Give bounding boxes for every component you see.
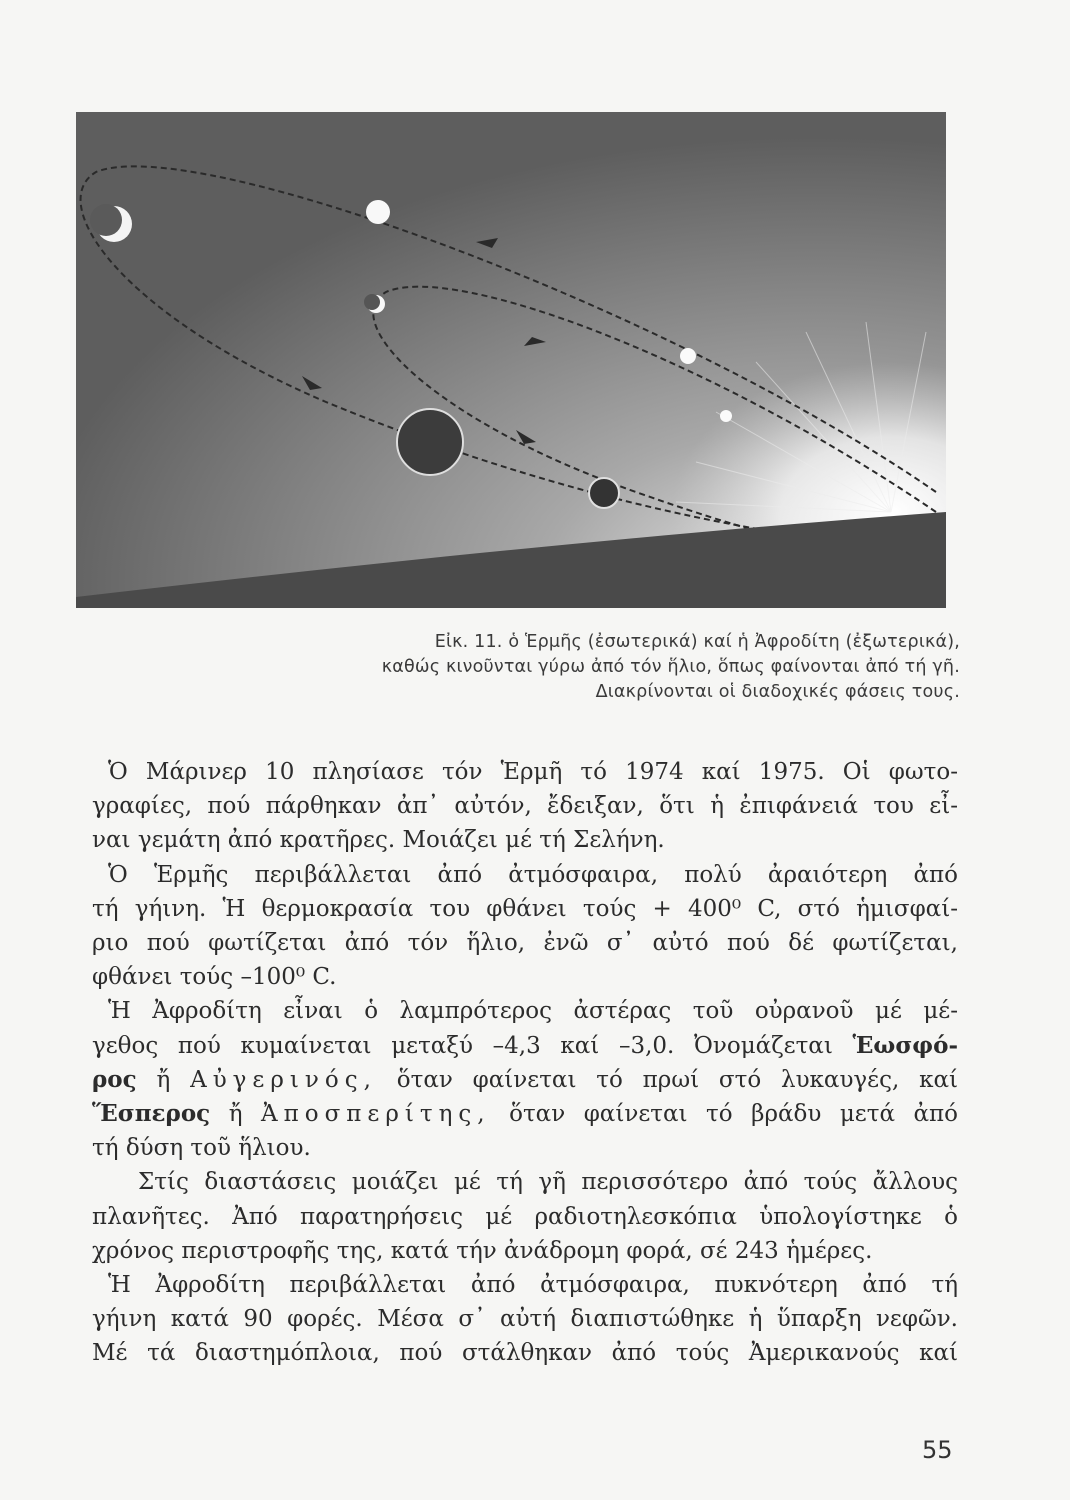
text-line: Ὁ Ἑρμῆς περιβάλλεται ἀπό ἀτμόσφαιρα, πολύ ἀραιότερη ἀπό bbox=[108, 861, 958, 888]
venus-phase-3 bbox=[397, 409, 463, 475]
text-line: χρόνος περιστροφῆς της, κατά τήν ἀνάδρομη φορά, σέ 243 ἡμέρες. bbox=[92, 1237, 873, 1264]
text-line: ριο πού φωτίζεται ἀπό τόν ἥλιο, ἐνῶ σ᾽ αὐτό πού δέ φωτίζεται, bbox=[92, 930, 958, 957]
text-line: πλανῆτες. Ἀπό παρατηρήσεις μέ ραδιοτηλεσκόπια ὑπολογίστηκε ὁ bbox=[92, 1203, 958, 1230]
paragraph-venus-atmosphere bbox=[92, 1268, 958, 1371]
text-line: ναι γεμάτη ἀπό κρατῆρες. Μοιάζει μέ τή Σελήνη. bbox=[92, 827, 665, 854]
text-line: Μέ τά διαστημόπλοια, πού στάλθηκαν ἀπό τούς Ἀμερικανούς καί bbox=[92, 1340, 958, 1367]
text-line: γήινη κατά 90 φορές. Μέσα σ᾽ αὐτή διαπιστώθηκε ἡ ὕπαρξη νεφῶν. bbox=[92, 1306, 958, 1333]
figure-caption bbox=[330, 630, 960, 705]
mercury-phase-2 bbox=[680, 348, 696, 364]
text-line bbox=[92, 1063, 958, 1097]
text-segment: ἤ bbox=[228, 1101, 243, 1128]
caption-line: Διακρίνονται οἱ διαδοχικές φάσεις τους. bbox=[595, 682, 960, 702]
text-line: Ἡ Ἀφροδίτη εἶναι ὁ λαμπρότερος ἀστέρας τοῦ οὐρανοῦ μέ μέ- bbox=[108, 998, 958, 1025]
paragraph-venus-size bbox=[92, 1165, 958, 1268]
text-line: φθάνει τούς –100⁰ C. bbox=[92, 964, 337, 991]
paragraph-venus-brightness bbox=[92, 994, 958, 1165]
text-line: Ὁ Μάρινερ 10 πλησίασε τόν Ἑρμῆ τό 1974 καί 1975. Οἱ φωτο- bbox=[108, 759, 958, 785]
text-line: Ἡ Ἀφροδίτη περιβάλλεται ἀπό ἀτμόσφαιρα, πυκνότερη ἀπό τή bbox=[108, 1272, 958, 1299]
caption-line: Εἰκ. 11. ὁ Ἑρμῆς (ἐσωτερικά) καί ἡ Ἀφροδίτη (ἐξωτερικά), bbox=[434, 632, 960, 652]
page-number: 55 bbox=[922, 1436, 953, 1464]
article-body bbox=[92, 755, 958, 1371]
mercury-phase-4 bbox=[589, 478, 619, 508]
term-eosphoros: Ἑωσφό- bbox=[852, 1031, 958, 1059]
mercury-phase-3 bbox=[720, 410, 732, 422]
text-line: Στίς διαστάσεις μοιάζει μέ τή γῆ περισσότερο ἀπό τούς ἄλλους bbox=[138, 1169, 958, 1196]
text-segment: ὅταν φαίνεται τό πρωί στό λυκαυγές, καί bbox=[396, 1066, 959, 1093]
text-line: γραφίες, πού πάρθηκαν ἀπ᾽ αὐτόν, ἔδειξαν, ὅτι ἡ ἐπιφάνειά του εἶ- bbox=[92, 793, 958, 820]
text-segment: ὅταν φαίνεται τό βράδυ μετά ἀπό bbox=[509, 1101, 958, 1128]
paragraph-mariner bbox=[92, 755, 958, 858]
paragraph-mercury-atmosphere bbox=[92, 858, 958, 995]
text-line bbox=[92, 1097, 958, 1131]
term-esperos: Ἕσπερος bbox=[92, 1100, 211, 1128]
caption-line: καθώς κινοῦνται γύρω ἀπό τόν ἥλιο, ὅπως φαίνονται ἀπό τή γῆ. bbox=[381, 657, 960, 677]
mercury-phase-1-shadow bbox=[364, 294, 380, 310]
term-avgerinos: Αὐγερινός, bbox=[190, 1066, 377, 1093]
text-line bbox=[92, 1029, 958, 1063]
orbit-diagram bbox=[76, 112, 946, 608]
term-apospéritis: Ἀποσπερίτης, bbox=[261, 1101, 491, 1128]
text-segment: ἤ bbox=[156, 1066, 171, 1093]
venus-phase-1-shadow bbox=[90, 204, 122, 236]
text-line: τή δύση τοῦ ἥλιου. bbox=[92, 1135, 311, 1162]
text-segment: γεθος πού κυμαίνεται μεταξύ –4,3 καί –3,0. Ὀνομάζεται bbox=[92, 1032, 833, 1059]
orbit-illustration bbox=[76, 112, 946, 608]
venus-phase-2 bbox=[366, 200, 390, 224]
text-line: τή γήινη. Ἡ θερμοκρασία του φθάνει τούς + 400⁰ C, στό ἡμισφαί- bbox=[92, 895, 958, 922]
term-eosphoros-end: ρος bbox=[92, 1065, 137, 1093]
